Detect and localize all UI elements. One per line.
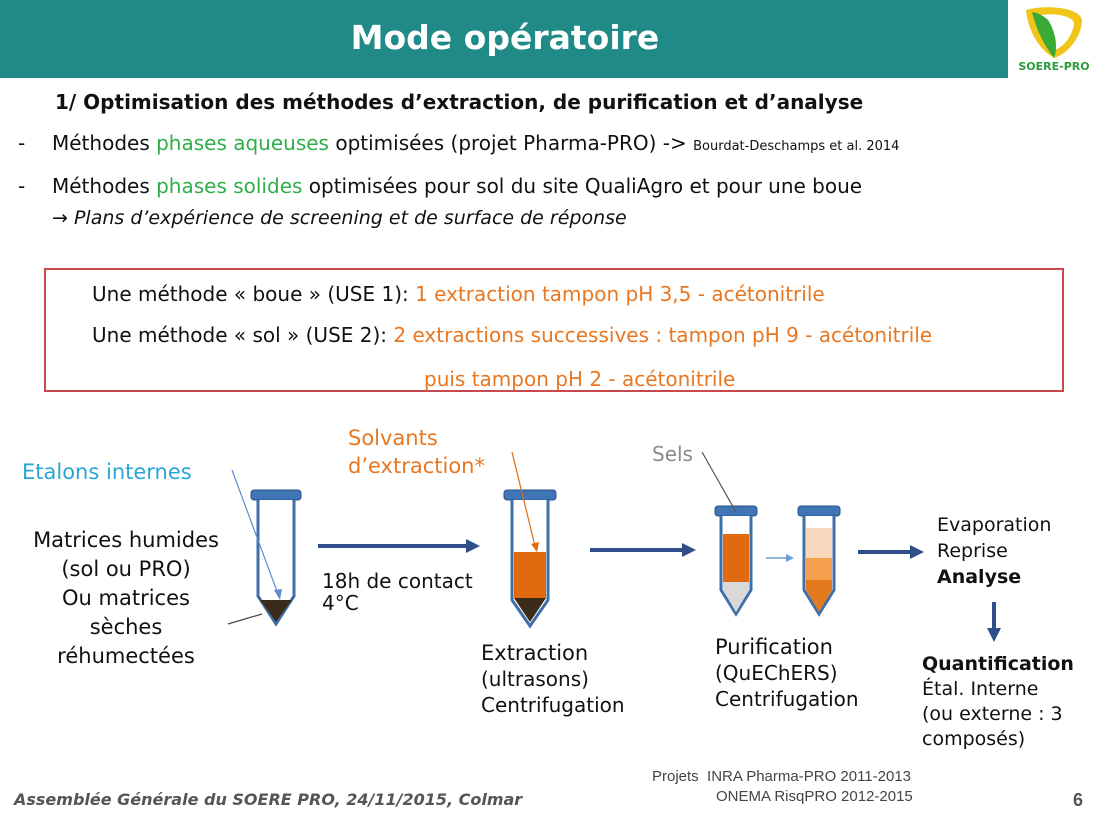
bullet-dash: - — [18, 174, 26, 198]
extraction-label: Extraction (ultrasons) Centrifugation — [481, 641, 625, 717]
arrow-3-icon — [766, 554, 794, 562]
contact-label: 18h de contact 4°C — [322, 569, 473, 615]
quantification-label: Quantification Étal. Interne (ou externe : 3 composés) — [922, 653, 1074, 750]
purification-label: Purification (QuEChERS) Centrifugation — [715, 635, 859, 711]
logo-label: SOERE-PRO — [1018, 60, 1090, 73]
box-line-3: puis tampon pH 2 - acétonitrile — [424, 367, 736, 391]
tube-2-icon — [504, 490, 556, 626]
solvants-label: Solvants d’extraction* — [348, 426, 485, 478]
arrow-1-icon — [318, 539, 480, 553]
bullet-2-highlight: phases solides — [156, 174, 303, 198]
arrow-2-icon — [590, 543, 696, 557]
evaporation-label: Evaporation Reprise Analyse — [937, 514, 1052, 588]
bullet-1-reference: Bourdat-Deschamps et al. 2014 — [693, 139, 900, 154]
tube-3-icon — [715, 506, 757, 614]
etalons-label: Etalons internes — [22, 460, 192, 484]
tube-4-icon — [798, 506, 840, 614]
tube-1-icon — [251, 490, 301, 624]
footer-projects: Projets INRA Pharma-PRO 2011-2013 — [652, 768, 912, 785]
bullet-1-highlight: phases aqueuses — [156, 131, 329, 155]
arrow-right-icon: → — [52, 207, 68, 229]
section-title: 1/ Optimisation des méthodes d’extraction, de purification et d’analyse — [55, 90, 864, 114]
bullet-2-sub: → Plans d’expérience de screening et de surface de réponse — [52, 207, 627, 229]
footer-projects-2: ONEMA RisqPRO 2012-2015 — [716, 788, 913, 805]
arrow-down-icon — [987, 602, 1001, 642]
page-title: Mode opératoire — [350, 18, 660, 57]
box-line-1: Une méthode « boue » (USE 1): 1 extraction tampon pH 3,5 - acétonitrile — [92, 282, 825, 306]
bullet-dash: - — [18, 131, 26, 155]
page-number: 6 — [1073, 790, 1084, 810]
sels-label: Sels — [652, 442, 693, 466]
arrow-4-icon — [858, 545, 924, 559]
bullet-1: Méthodes phases aqueuses optimisées (projet Pharma-PRO) -> Bourdat-Deschamps et al. 2014 — [52, 131, 900, 155]
footer-event: Assemblée Générale du SOERE PRO, 24/11/2015, Colmar — [14, 790, 523, 809]
box-line-2: Une méthode « sol » (USE 2): 2 extractions successives : tampon pH 9 - acétonitrile — [92, 323, 933, 347]
bullet-2: Méthodes phases solides optimisées pour sol du site QualiAgro et pour une boue — [52, 174, 863, 198]
sels-pointer — [702, 452, 736, 512]
matrices-label: Matrices humides (sol ou PRO) Ou matrices sèches réhumectées — [33, 528, 219, 668]
